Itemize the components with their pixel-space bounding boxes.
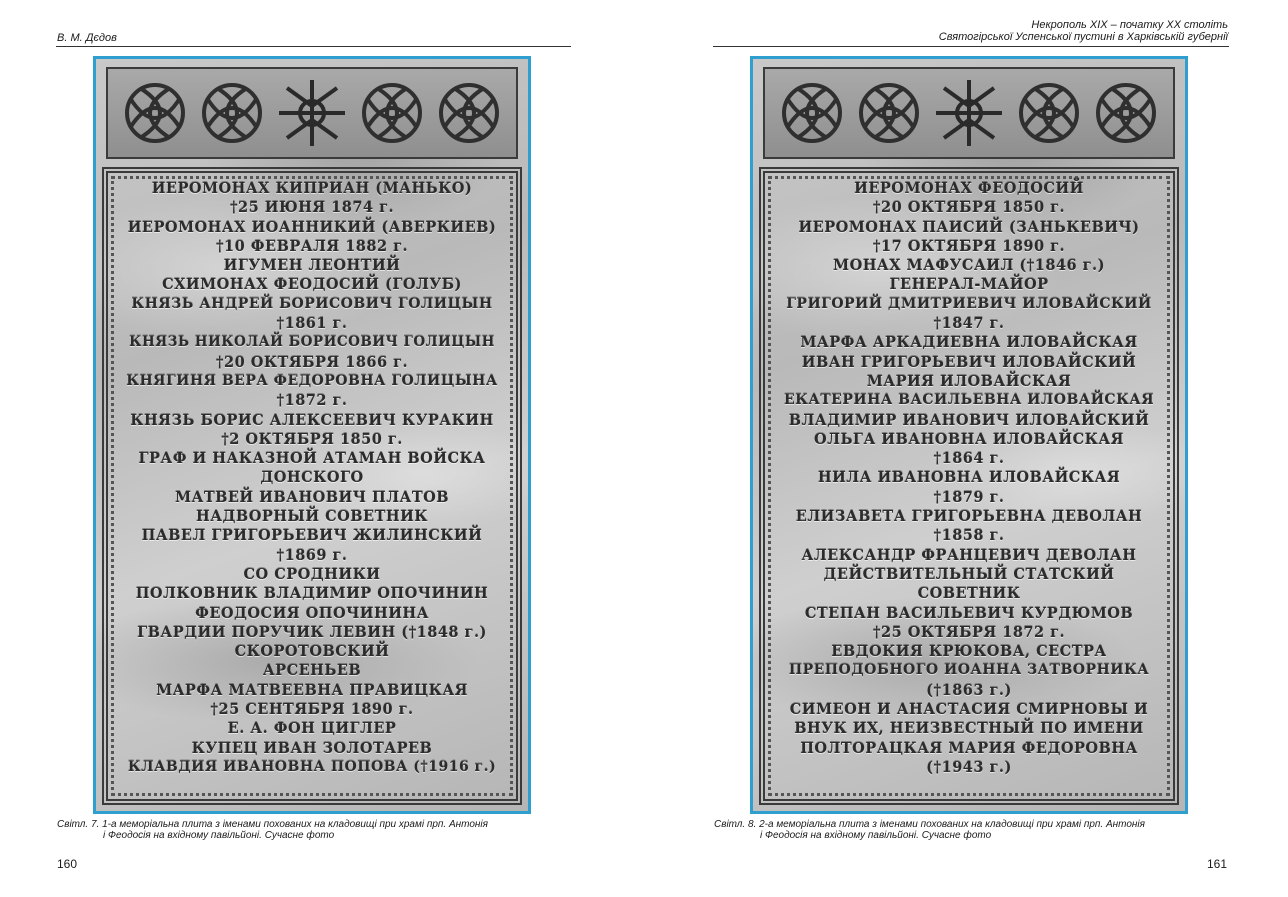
plaque-line: †17 ОКТЯБРЯ 1890 г. — [872, 237, 1066, 255]
plaque-line: †2 ОКТЯБРЯ 1850 г. — [221, 430, 403, 448]
plaque-line: МОНАХ МАФУСАИЛ (†1846 г.) — [833, 257, 1105, 275]
plaque-line: ДЕЙСТВИТЕЛЬНЫЙ СТАТСКИЙ — [823, 565, 1115, 583]
plaque-line: †25 СЕНТЯБРЯ 1890 г. — [210, 701, 414, 719]
header-rule — [56, 46, 571, 47]
plaque-line: СИМЕОН И АНАСТАСИЯ СМИРНОВЫ И — [789, 701, 1149, 719]
plaque-line: НИЛА ИВАНОВНА ИЛОВАЙСКАЯ — [817, 469, 1121, 487]
running-head-line: Святогірської Успенської пустині в Харківській губернії — [938, 31, 1228, 43]
cross-icon — [932, 76, 1006, 150]
marble-plaque — [96, 59, 528, 811]
plaque-line: †1864 г. — [933, 450, 1005, 468]
header-rule — [713, 46, 1229, 47]
plaque-photo-1 — [93, 56, 531, 814]
running-head-author: В. М. Дєдов — [57, 32, 117, 44]
plaque-line: (†1943 г.) — [926, 758, 1012, 776]
plaque-line: МАТВЕЙ ИВАНОВИЧ ПЛАТОВ — [174, 488, 450, 506]
plaque-line: СКОРОТОВСКИЙ — [234, 643, 390, 661]
plaque-line: ГРИГОРИЙ ДМИТРИЕВИЧ ИЛОВАЙСКИЙ — [786, 295, 1152, 312]
plaque-line: ПОЛТОРАЦКАЯ МАРИЯ ФЕДОРОВНА — [800, 739, 1138, 757]
plaque-line: Е. А. ФОН ЦИГЛЕР — [227, 720, 397, 738]
plaque-line: ИЕРОМОНАХ ПАИСИЙ (ЗАНЬКЕВИЧ) — [798, 218, 1140, 236]
plaque-line: †20 ОКТЯБРЯ 1850 г. — [872, 199, 1066, 217]
plaque-line: ПРЕПОДОБНОГО ИОАННА ЗАТВОРНИКА — [788, 662, 1150, 679]
right-page — [644, 0, 1288, 897]
marble-plaque — [753, 59, 1185, 811]
page-number: 160 — [57, 857, 78, 871]
running-head-title — [939, 19, 1228, 43]
plaque-line: ВЛАДИМИР ИВАНОВИЧ ИЛОВАЙСКИЙ — [788, 411, 1150, 429]
plaque-line: †1847 г. — [933, 315, 1005, 333]
caption-line: і Феодосія на вхідному павільйоні. Сучасне фото — [760, 830, 992, 841]
plaque-line: КНЯГИНЯ ВЕРА ФЕДОРОВНА ГОЛИЦЫНА — [126, 372, 498, 389]
plaque-line: ЕВДОКИЯ КРЮКОВА, СЕСТРА — [831, 643, 1107, 661]
plaque-line: †25 ОКТЯБРЯ 1872 г. — [872, 623, 1066, 641]
plaque-line: ПОЛКОВНИК ВЛАДИМИР ОПОЧИНИН — [135, 585, 489, 603]
plaque-line: КЛАВДИЯ ИВАНОВНА ПОПОВА (†1916 г.) — [127, 758, 497, 775]
plaque-line: ИЕРОМОНАХ ИОАННИКИЙ (АВЕРКИЕВ) — [127, 218, 497, 236]
knot-icon — [357, 78, 427, 148]
plaque-line: ДОНСКОГО — [260, 469, 364, 487]
photo-caption — [57, 819, 577, 841]
plaque-line: КНЯЗЬ НИКОЛАЙ БОРИСОВИЧ ГОЛИЦЫН — [129, 334, 495, 351]
plaque-photo-2 — [750, 56, 1188, 814]
plaque-line: †1861 г. — [276, 315, 348, 333]
plaque-line: ЕКАТЕРИНА ВАСИЛЬЕВНА ИЛОВАЙСКАЯ — [783, 392, 1155, 409]
plaque-line: КНЯЗЬ АНДРЕЙ БОРИСОВИЧ ГОЛИЦЫН — [131, 295, 493, 312]
plaque-line: МАРИЯ ИЛОВАЙСКАЯ — [866, 372, 1072, 390]
knot-icon — [777, 78, 847, 148]
celtic-knot-ornament — [106, 67, 518, 159]
plaque-line: †20 ОКТЯБРЯ 1866 г. — [215, 353, 409, 371]
plaque-line: НАДВОРНЫЙ СОВЕТНИК — [196, 508, 428, 526]
plaque-line: †10 ФЕВРАЛЯ 1882 г. — [215, 237, 409, 255]
knot-icon — [1091, 78, 1161, 148]
plaque-line: ВНУК ИХ, НЕИЗВЕСТНЫЙ ПО ИМЕНИ — [794, 720, 1144, 738]
caption-line: і Феодосія на вхідному павільйоні. Сучасне фото — [103, 830, 335, 841]
plaque-line: ИЕРОМОНАХ КИПРИАН (МАНЬКО) — [151, 180, 473, 197]
caption-line: Світл. 8. 2-а меморіальна плита з іменами похованих на кладовищі при храмі прп. Антонія — [714, 819, 1145, 830]
knot-icon — [197, 78, 267, 148]
plaque-line: МАРФА МАТВЕЕВНА ПРАВИЦКАЯ — [156, 681, 468, 699]
plaque-line: ЕЛИЗАВЕТА ГРИГОРЬЕВНА ДЕВОЛАН — [795, 508, 1143, 526]
plaque-line: СОВЕТНИК — [917, 585, 1021, 603]
running-head-line: Некрополь ХІХ – початку ХХ століть — [1031, 19, 1228, 31]
knot-icon — [1014, 78, 1084, 148]
plaque-line: КУПЕЦ ИВАН ЗОЛОТАРЕВ — [191, 739, 433, 757]
plaque-line: ГЕНЕРАЛ-МАЙОР — [889, 276, 1049, 294]
celtic-knot-ornament — [763, 67, 1175, 159]
plaque-line: ИЕРОМОНАХ ФЕОДОСИЙ — [854, 180, 1084, 197]
cross-icon — [275, 76, 349, 150]
knot-icon — [120, 78, 190, 148]
plaque-line: †1872 г. — [276, 392, 348, 410]
page-number: 161 — [1206, 857, 1227, 871]
caption-line: Світл. 7. 1-а меморіальна плита з іменами похованих на кладовищі при храмі прп. Антонія — [57, 819, 488, 830]
plaque-inscription — [783, 179, 1155, 777]
plaque-line: ФЕОДОСИЯ ОПОЧИНИНА — [195, 604, 429, 622]
plaque-line: ИГУМЕН ЛЕОНТИЙ — [223, 257, 401, 275]
plaque-line: †1869 г. — [276, 546, 348, 564]
plaque-inscription — [126, 179, 498, 777]
knot-icon — [854, 78, 924, 148]
plaque-line: МАРФА АРКАДИЕВНА ИЛОВАЙСКАЯ — [800, 334, 1138, 352]
plaque-line: ГРАФ И НАКАЗНОЙ АТАМАН ВОЙСКА — [138, 450, 486, 468]
plaque-line: ОЛЬГА ИВАНОВНА ИЛОВАЙСКАЯ — [814, 430, 1124, 448]
photo-caption — [714, 819, 1234, 841]
plaque-line: СО СРОДНИКИ — [243, 565, 381, 583]
plaque-line: (†1863 г.) — [926, 681, 1012, 699]
plaque-line: ПАВЕЛ ГРИГОРЬЕВИЧ ЖИЛИНСКИЙ — [141, 527, 483, 545]
knot-icon — [434, 78, 504, 148]
plaque-line: ИВАН ГРИГОРЬЕВИЧ ИЛОВАЙСКИЙ — [801, 353, 1137, 371]
plaque-line: †1858 г. — [933, 527, 1005, 545]
plaque-line: АРСЕНЬЕВ — [262, 662, 362, 680]
plaque-line: ГВАРДИИ ПОРУЧИК ЛЕВИН (†1848 г.) — [137, 623, 487, 641]
plaque-line: СХИМОНАХ ФЕОДОСИЙ (ГОЛУБ) — [162, 276, 462, 294]
plaque-line: КНЯЗЬ БОРИС АЛЕКСЕЕВИЧ КУРАКИН — [130, 411, 494, 429]
plaque-line: †1879 г. — [933, 488, 1005, 506]
plaque-line: †25 ИЮНЯ 1874 г. — [229, 199, 395, 217]
plaque-line: СТЕПАН ВАСИЛЬЕВИЧ КУРДЮМОВ — [804, 604, 1134, 622]
plaque-line: АЛЕКСАНДР ФРАНЦЕВИЧ ДЕВОЛАН — [801, 546, 1137, 564]
